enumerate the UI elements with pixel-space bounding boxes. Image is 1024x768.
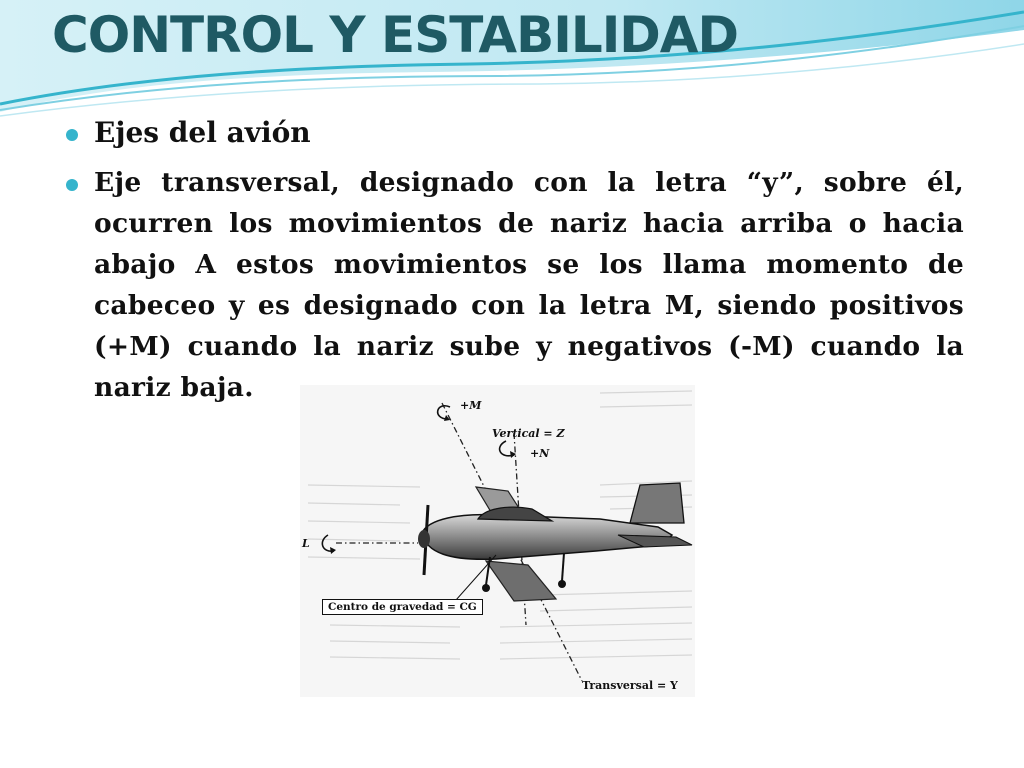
plus-m-label: +M [460,399,482,412]
bullet-text: Ejes del avión [94,116,311,149]
bullet-item [64,112,964,154]
bullet-dot-icon [66,179,78,191]
center-of-gravity-label: Centro de gravedad = CG [322,599,483,615]
transversal-y-label: Transversal = Y [582,679,678,692]
bullet-list [64,112,964,416]
plus-n-label: +N [530,447,550,460]
bullet-dot-icon [66,129,78,141]
bullet-item [64,162,964,408]
vertical-z-label: Vertical = Z [492,427,565,440]
airplane-axes-figure [300,385,695,697]
l-label: L [302,537,310,550]
bullet-text: Eje transversal, designado con la letra “y”, sobre él, ocurren los movimientos de nariz hacia arriba o hacia abajo A estos movimientos se los llama momento de cabeceo y es designado con la letra M, siendo positivos (+M) cuando la nariz sube y negativos (-M) cuando la nariz baja. [94,167,964,403]
slide-header [0,0,1024,120]
slide-title: CONTROL Y ESTABILIDAD [52,6,739,64]
